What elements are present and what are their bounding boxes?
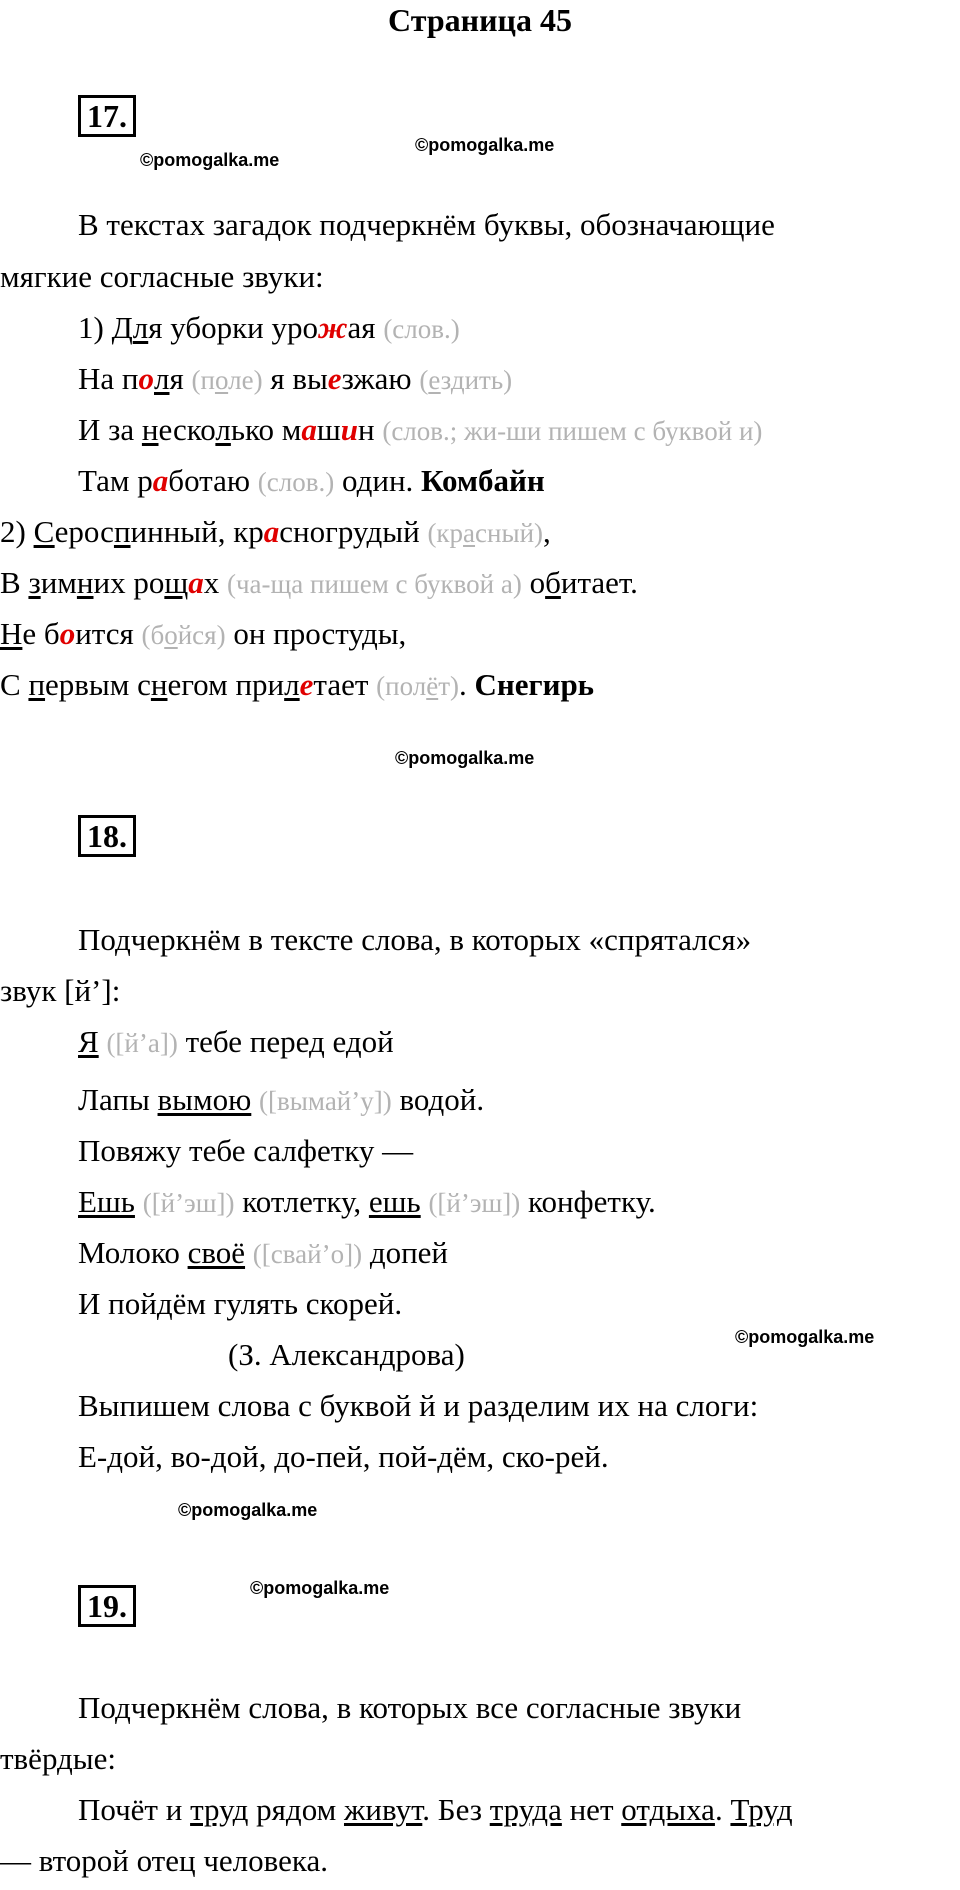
task-19-intro-line-1: Подчеркнём слова, в которых все согласные звуки bbox=[78, 1690, 742, 1725]
riddle-1-line-2: На поля (поле) я выезжаю (ездить) bbox=[78, 361, 513, 396]
watermark: ©pomogalka.me bbox=[395, 748, 535, 768]
riddle-1-line-4: Там работаю (слов.) один. Комбайн bbox=[78, 463, 545, 498]
watermark: ©pomogalka.me bbox=[415, 135, 555, 155]
riddle-2-line-4: С первым снегом прилетает (полёт). Снегирь bbox=[0, 667, 595, 702]
task-19-number: 19. bbox=[78, 1585, 136, 1627]
task-19-text-line-2: — второй отец человека. bbox=[0, 1843, 328, 1878]
riddle-2-line-3: Не боится (бойся) он простуды, bbox=[0, 616, 407, 651]
task-18-number: 18. bbox=[78, 815, 136, 857]
riddle-2-line-2: В зимних рощах (ча-ща пишем с буквой а) обитает. bbox=[0, 565, 638, 600]
watermark: ©pomogalka.me bbox=[178, 1500, 318, 1520]
riddle-1-line-1: 1) Для уборки урожая (слов.) bbox=[78, 310, 460, 345]
task-17-intro-line-2: мягкие согласные звуки: bbox=[0, 259, 324, 294]
watermark: ©pomogalka.me bbox=[250, 1578, 390, 1598]
task-18-instruction: Выпишем слова с буквой й и разделим их на слоги: bbox=[78, 1388, 759, 1423]
poem-author: (З. Александрова) bbox=[228, 1337, 465, 1372]
poem-line-1: Я ([й’а]) тебе перед едой bbox=[78, 1024, 394, 1059]
task-19-text-line-1: Почёт и труд рядом живут. Без труда нет отдыха. Труд bbox=[78, 1792, 793, 1827]
poem-line-6: И пойдём гулять скорей. bbox=[78, 1286, 403, 1321]
riddle-2-line-1: 2) Сероспинный, красногрудый (красный), bbox=[0, 514, 551, 549]
poem-line-2: Лапы вымою ([вымай’у]) водой. bbox=[78, 1082, 485, 1117]
task-17-number: 17. bbox=[78, 95, 136, 137]
page-title: Страница 45 bbox=[388, 2, 572, 38]
watermark: ©pomogalka.me bbox=[140, 150, 280, 170]
watermark: ©pomogalka.me bbox=[735, 1327, 875, 1347]
task-18-answer: Е-дой, во-дой, до-пей, пой-дём, ско-рей. bbox=[78, 1439, 609, 1474]
task-19-intro-line-2: твёрдые: bbox=[0, 1741, 117, 1776]
task-18-intro-line-1: Подчеркнём в тексте слова, в которых «спрятался» bbox=[78, 922, 752, 957]
riddle-1-line-3: И за несколько машин (слов.; жи-ши пишем с буквой и) bbox=[78, 412, 763, 447]
task-17-intro-line-1: В текстах загадок подчеркнём буквы, обозначающие bbox=[78, 207, 775, 242]
riddle-1-answer: Комбайн bbox=[421, 463, 545, 498]
task-18-intro-line-2: звук [й’]: bbox=[0, 973, 121, 1008]
poem-line-3: Повяжу тебе салфетку — bbox=[78, 1133, 414, 1168]
riddle-2-answer: Снегирь bbox=[474, 667, 595, 702]
poem-line-5: Молоко своё ([свай’о]) допей bbox=[78, 1235, 449, 1270]
poem-line-4: Ешь ([й’эш]) котлетку, ешь ([й’эш]) конфетку. bbox=[78, 1184, 656, 1219]
